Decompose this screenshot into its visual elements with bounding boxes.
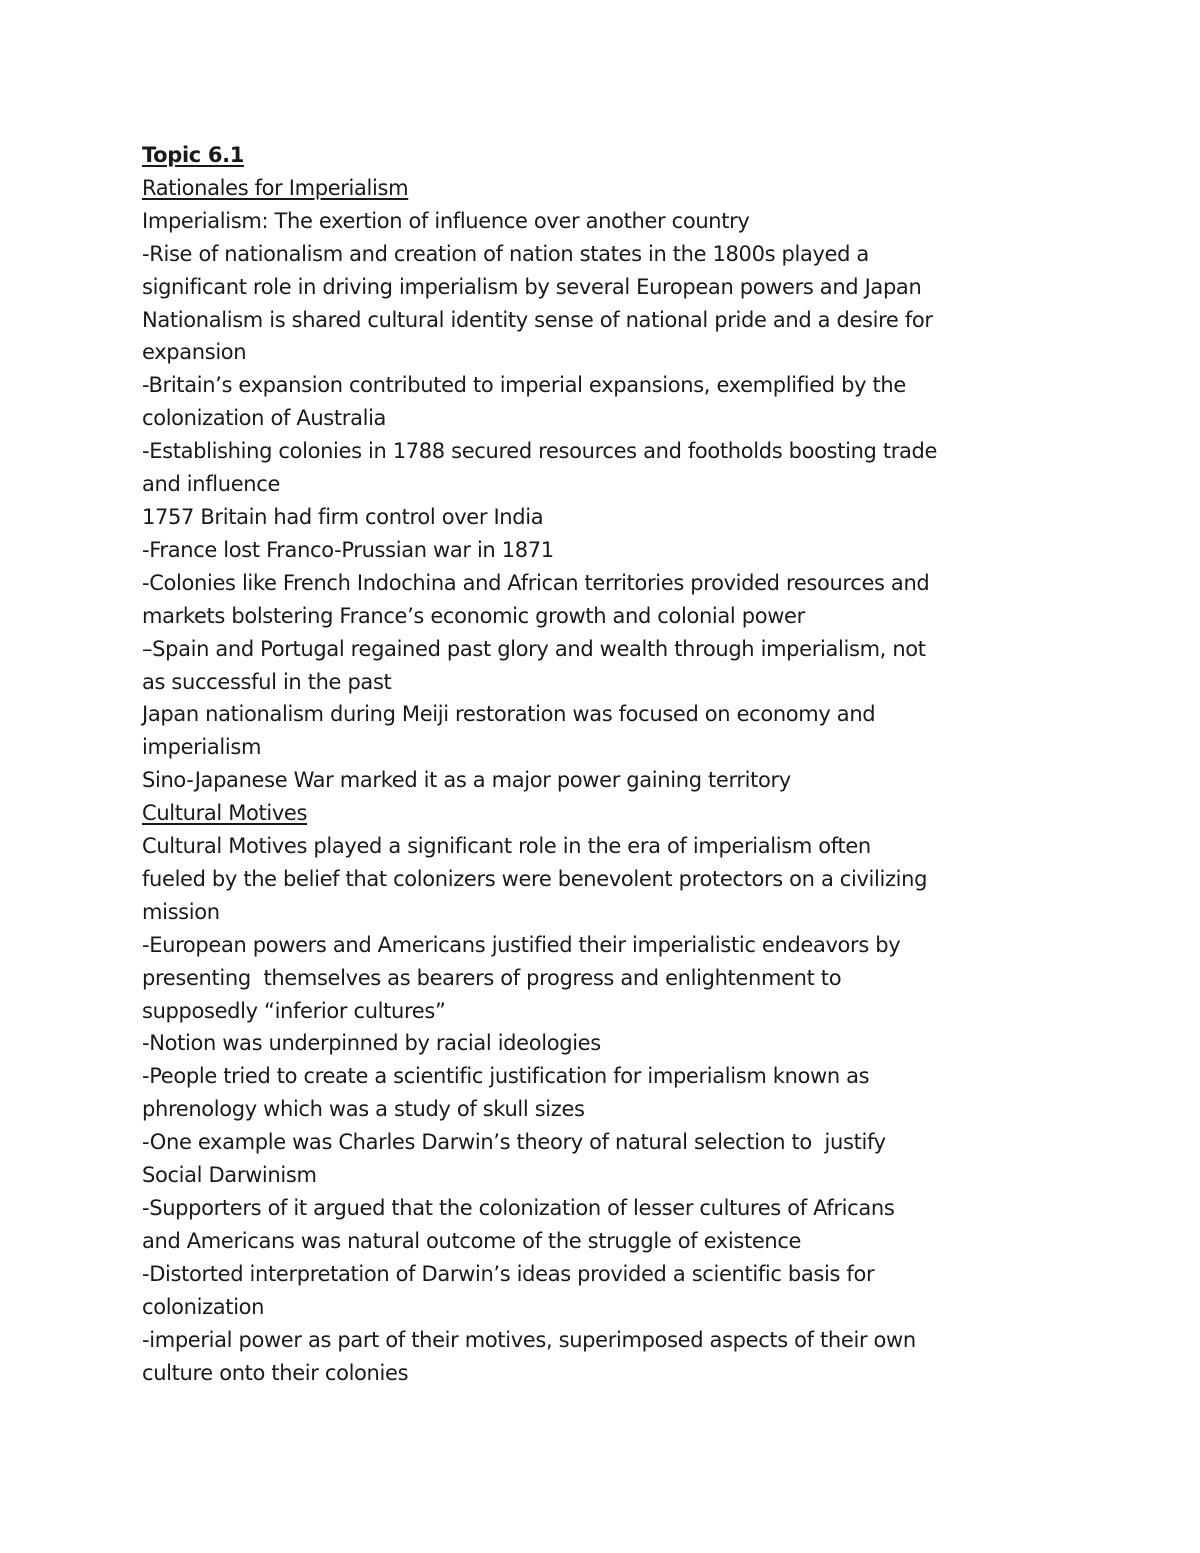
section-heading-cultural-motives: Cultural Motives bbox=[142, 801, 308, 826]
text-line: Cultural Motives played a significant role in the era of imperialism often bbox=[142, 834, 871, 859]
text-line: Social Darwinism bbox=[142, 1163, 317, 1188]
text-line: presenting themselves as bearers of progress and enlightenment to bbox=[142, 965, 842, 990]
section-heading-rationales: Rationales for Imperialism bbox=[142, 175, 409, 200]
document-body bbox=[142, 139, 1077, 1389]
text-line: -Distorted interpretation of Darwin’s ideas provided a scientific basis for bbox=[142, 1261, 875, 1286]
text-line: phrenology which was a study of skull sizes bbox=[142, 1097, 585, 1122]
text-line: -Notion was underpinned by racial ideologies bbox=[142, 1031, 601, 1056]
text-line: -Supporters of it argued that the colonization of lesser cultures of Africans bbox=[142, 1196, 895, 1220]
text-line: Japan nationalism during Meiji restoration was focused on economy and bbox=[142, 702, 876, 727]
text-line: fueled by the belief that colonizers were benevolent protectors on a civilizing bbox=[142, 866, 928, 891]
text-line: -Rise of nationalism and creation of nation states in the 1800s played a bbox=[142, 241, 869, 266]
text-line: -One example was Charles Darwin’s theory of natural selection to justify bbox=[142, 1130, 886, 1155]
text-line: markets bolstering France’s economic growth and colonial power bbox=[142, 603, 805, 628]
text-line: imperialism bbox=[142, 735, 262, 760]
text-line: 1757 Britain had firm control over India bbox=[142, 504, 544, 529]
text-line: culture onto their colonies bbox=[142, 1360, 409, 1385]
text-line: -imperial power as part of their motives, superimposed aspects of their own bbox=[142, 1327, 916, 1352]
text-line: and influence bbox=[142, 472, 281, 497]
text-line: Nationalism is shared cultural identity sense of national pride and a desire for bbox=[142, 307, 933, 332]
text-line: colonization bbox=[142, 1294, 265, 1319]
text-line: Sino-Japanese War marked it as a major power gaining territory bbox=[142, 768, 791, 793]
text-line: and Americans was natural outcome of the struggle of existence bbox=[142, 1228, 802, 1253]
topic-title: Topic 6.1 bbox=[142, 143, 245, 167]
text-line: Imperialism: The exertion of influence over another country bbox=[142, 208, 750, 233]
text-line: -Britain’s expansion contributed to imperial expansions, exemplified by the bbox=[142, 373, 906, 398]
text-line: as successful in the past bbox=[142, 669, 392, 694]
text-line: colonization of Australia bbox=[142, 406, 387, 431]
text-line: –Spain and Portugal regained past glory and wealth through imperialism, not bbox=[142, 636, 926, 661]
text-line: expansion bbox=[142, 340, 247, 365]
text-line: -European powers and Americans justified their imperialistic endeavors by bbox=[142, 932, 901, 957]
text-line: significant role in driving imperialism by several European powers and Japan bbox=[142, 274, 922, 299]
text-line: -Colonies like French Indochina and African territories provided resources and bbox=[142, 570, 930, 595]
text-line: supposedly “inferior cultures” bbox=[142, 998, 446, 1023]
text-line: -People tried to create a scientific justification for imperialism known as bbox=[142, 1064, 870, 1089]
text-line: -France lost Franco-Prussian war in 1871 bbox=[142, 537, 554, 562]
text-line: -Establishing colonies in 1788 secured resources and footholds boosting trade bbox=[142, 439, 938, 464]
text-line: mission bbox=[142, 899, 220, 924]
